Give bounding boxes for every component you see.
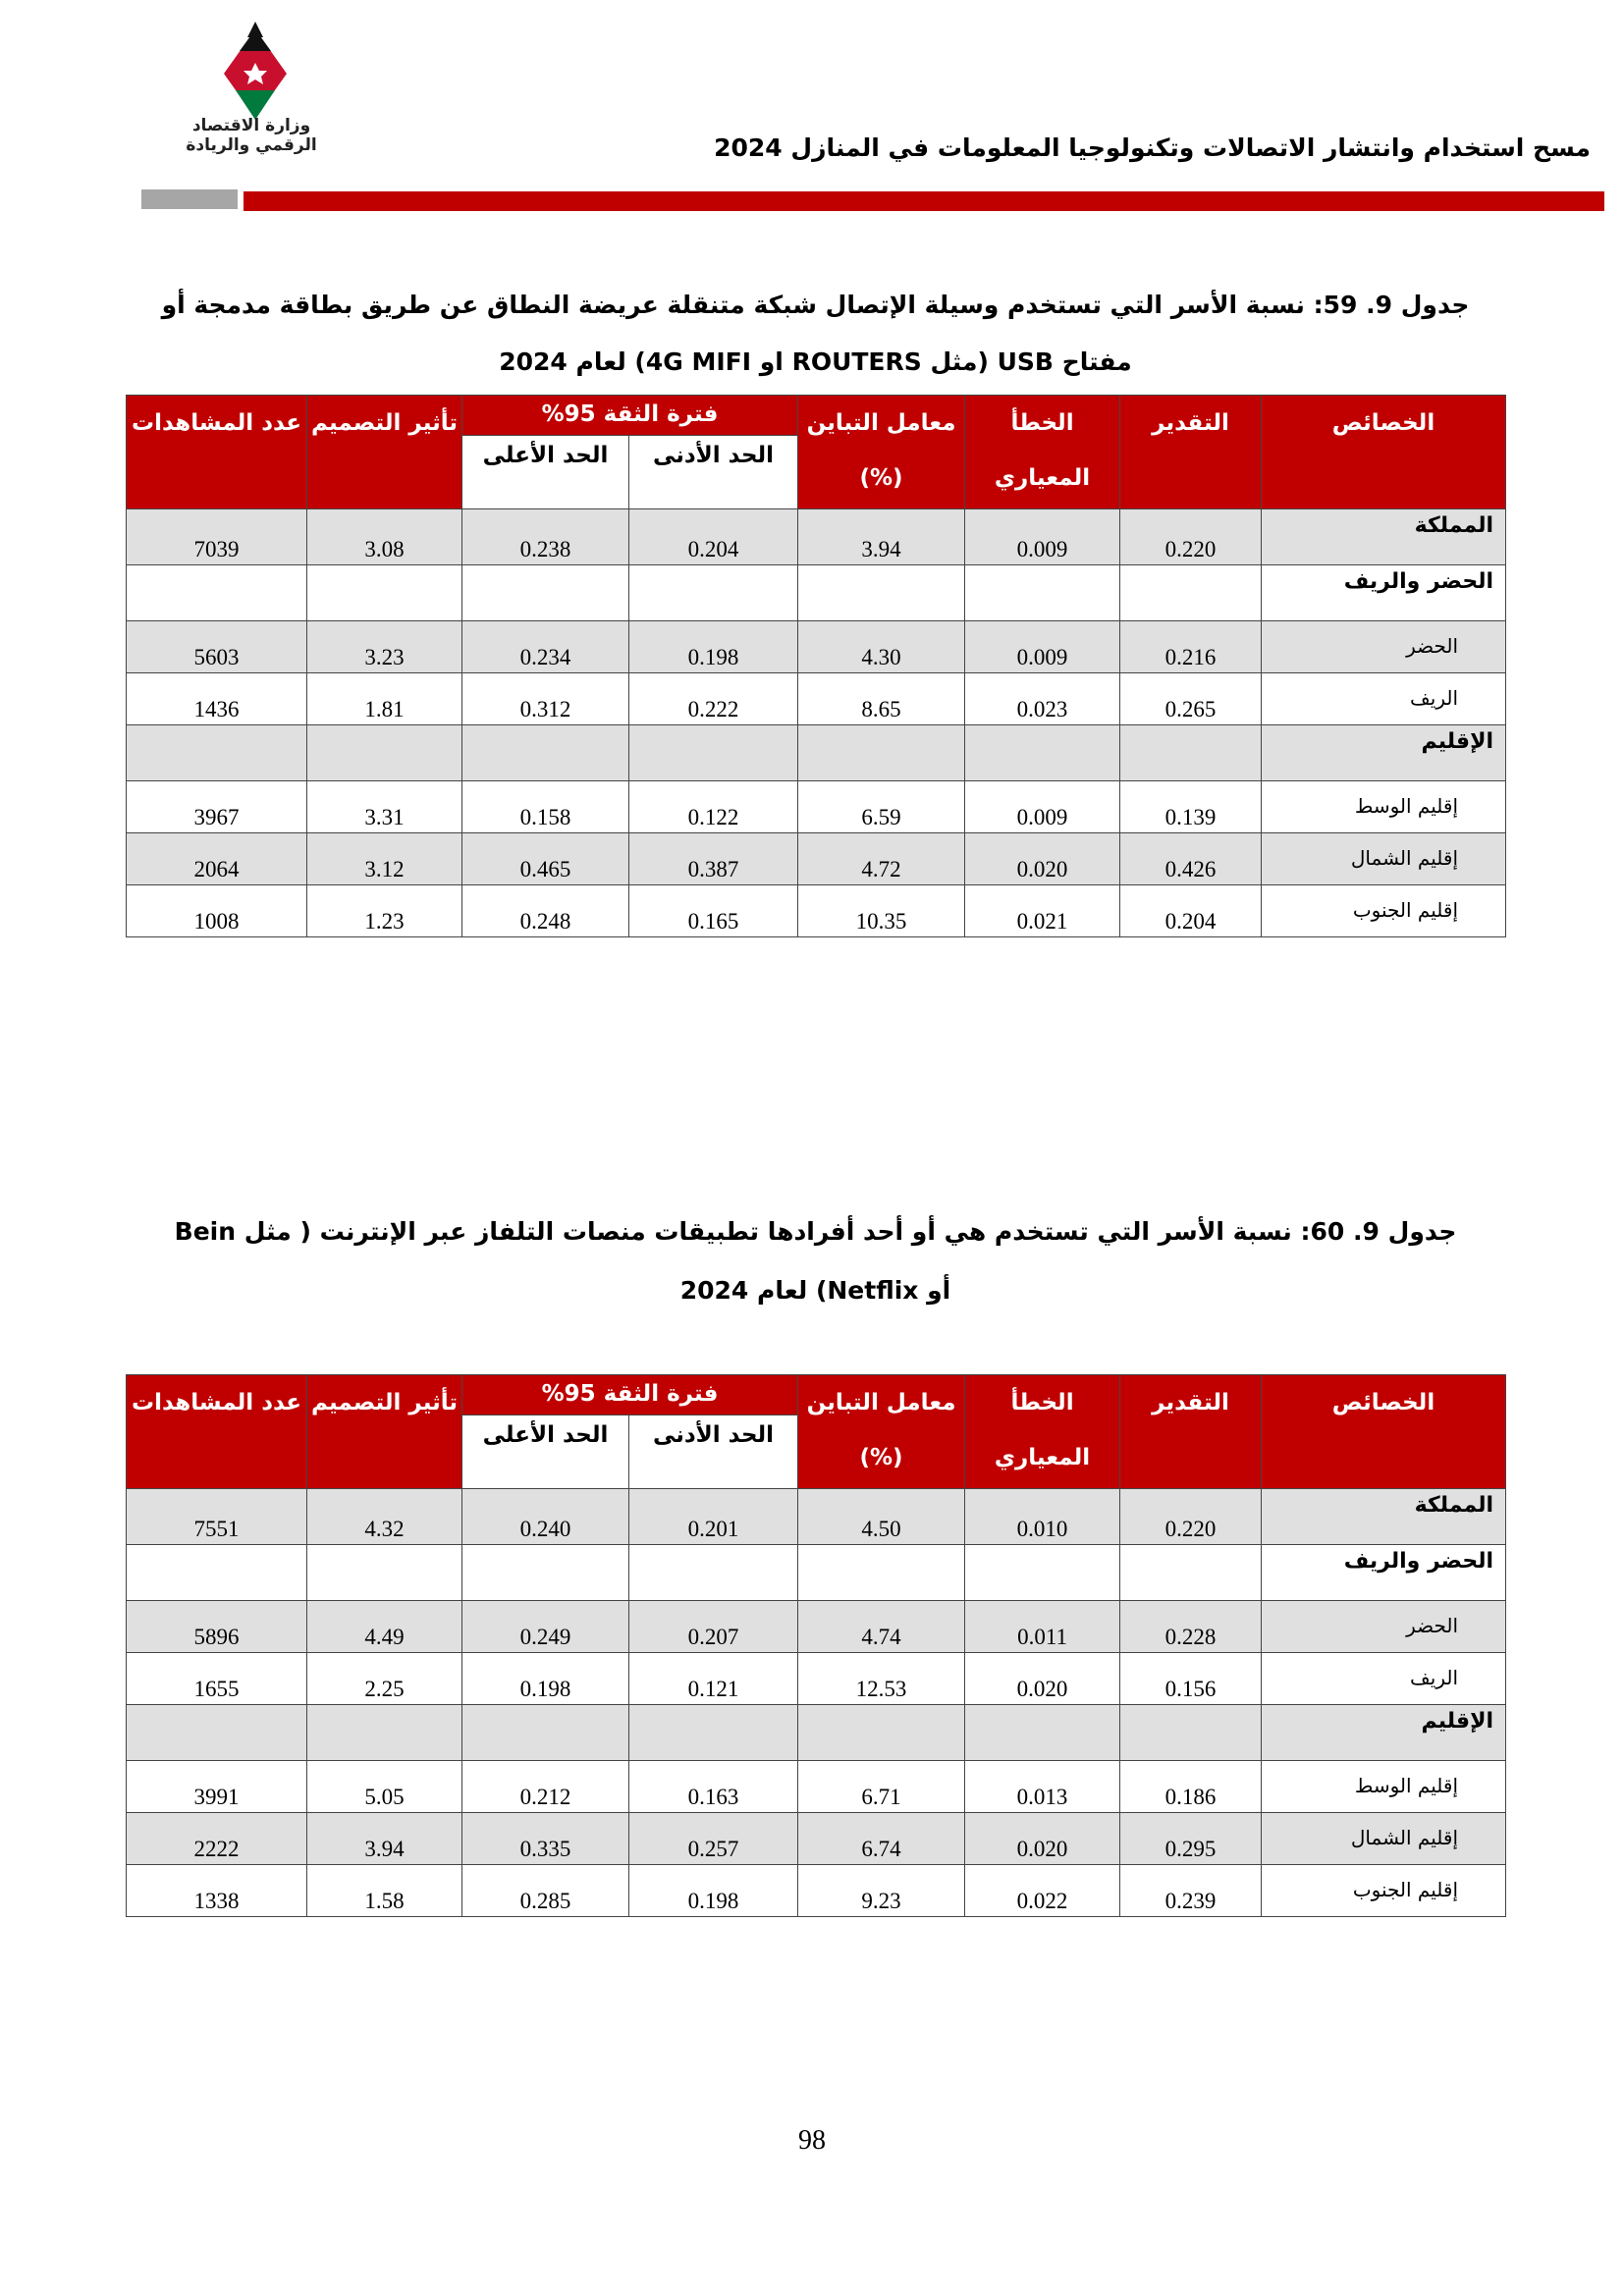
table-cell: 0.122 [629, 781, 798, 833]
table-cell: 0.163 [629, 1761, 798, 1813]
logo-line-2: الرقمي والريادة [186, 135, 317, 155]
table-cell [462, 1705, 629, 1761]
table-cell: 4.50 [798, 1489, 965, 1545]
column-header-estimate: التقدير [1120, 1375, 1262, 1489]
table-cell: 4.72 [798, 833, 965, 885]
table-cell: 0.204 [629, 509, 798, 565]
table-cell [462, 725, 629, 781]
table-cell: 0.156 [1120, 1653, 1262, 1705]
table-cell: 0.222 [629, 673, 798, 725]
column-header-design-effect: تأثير التصميم [307, 396, 462, 509]
table-cell [1120, 565, 1262, 621]
table-59-caption-line-2: مفتاح USB (مثل ROUTERS او 4G MIFI) لعام 2024 [499, 347, 1132, 376]
table-cell: 0.426 [1120, 833, 1262, 885]
row-label: المملكة [1262, 509, 1506, 565]
table-cell: 0.220 [1120, 509, 1262, 565]
table-cell [629, 725, 798, 781]
table-cell [307, 725, 462, 781]
table-row [127, 1489, 1506, 1545]
table-row [127, 509, 1506, 565]
table-cell: 4.30 [798, 621, 965, 673]
table-cell [965, 565, 1120, 621]
row-label: الحضر [1262, 1601, 1506, 1653]
table-row [127, 1761, 1506, 1813]
table-cell: 0.121 [629, 1653, 798, 1705]
table-cell: 8.65 [798, 673, 965, 725]
table-row [127, 833, 1506, 885]
table-row [127, 725, 1506, 781]
table-row [127, 1653, 1506, 1705]
page-number: 98 [798, 2125, 826, 2156]
table-cell [798, 1705, 965, 1761]
table-cell: 0.011 [965, 1601, 1120, 1653]
table-cell: 7551 [127, 1489, 307, 1545]
row-label: إقليم الوسط [1262, 1761, 1506, 1813]
table-cell: 0.201 [629, 1489, 798, 1545]
table-cell: 0.020 [965, 1653, 1120, 1705]
table-row [127, 621, 1506, 673]
table-cell [798, 725, 965, 781]
table-cell [629, 1705, 798, 1761]
table-cell [1120, 1705, 1262, 1761]
table-cell: 1436 [127, 673, 307, 725]
row-label: الحضر [1262, 621, 1506, 673]
table-cell: 0.212 [462, 1761, 629, 1813]
row-label: إقليم الشمال [1262, 1813, 1506, 1865]
header-bar-red [244, 191, 1604, 211]
table-cell: 0.312 [462, 673, 629, 725]
table-row [127, 565, 1506, 621]
row-label: الريف [1262, 673, 1506, 725]
table-59 [126, 395, 1506, 937]
table-cell: 5.05 [307, 1761, 462, 1813]
table-row [127, 1601, 1506, 1653]
row-label: إقليم الوسط [1262, 781, 1506, 833]
table-cell: 0.285 [462, 1865, 629, 1917]
table-59-caption-line-1: جدول 9. 59: نسبة الأسر التي تستخدم وسيلة الإتصال شبكة متنقلة عريضة النطاق عن طريق بطاقة مدمجة أو [161, 291, 1470, 319]
table-cell: 0.265 [1120, 673, 1262, 725]
column-header-ci: فترة الثقة 95% [462, 396, 798, 436]
row-label: الإقليم [1262, 725, 1506, 781]
table-cell: 3.08 [307, 509, 462, 565]
table-cell [307, 1545, 462, 1601]
header-bar-gray [141, 189, 238, 209]
table-cell [629, 1545, 798, 1601]
table-cell: 0.186 [1120, 1761, 1262, 1813]
table-cell [127, 725, 307, 781]
table-cell [965, 1545, 1120, 1601]
row-label: الإقليم [1262, 1705, 1506, 1761]
table-60-caption-line-1: جدول 9. 60: نسبة الأسر التي تستخدم هي أو أحد أفرادها تطبيقات منصات التلفاز عبر الإنترنت ( مثل Bein [174, 1217, 1457, 1246]
row-label: إقليم الجنوب [1262, 885, 1506, 937]
table-row [127, 1545, 1506, 1601]
table-cell: 0.020 [965, 833, 1120, 885]
table-cell: 0.465 [462, 833, 629, 885]
row-label: المملكة [1262, 1489, 1506, 1545]
table-cell: 3.94 [798, 509, 965, 565]
column-header-characteristics: الخصائص [1262, 1375, 1506, 1489]
table-cell [1120, 725, 1262, 781]
table-cell: 0.238 [462, 509, 629, 565]
table-cell: 3991 [127, 1761, 307, 1813]
column-header-ci: فترة الثقة 95% [462, 1375, 798, 1415]
table-cell: 0.020 [965, 1813, 1120, 1865]
table-cell [1120, 1545, 1262, 1601]
table-cell: 6.59 [798, 781, 965, 833]
row-label: إقليم الجنوب [1262, 1865, 1506, 1917]
table-cell: 3.31 [307, 781, 462, 833]
column-header-cv: معامل التباين (%) [798, 1375, 965, 1489]
table-cell [798, 1545, 965, 1601]
table-cell [462, 565, 629, 621]
table-cell: 1008 [127, 885, 307, 937]
table-cell [127, 1705, 307, 1761]
table-cell: 1.81 [307, 673, 462, 725]
table-cell: 0.165 [629, 885, 798, 937]
table-cell: 1338 [127, 1865, 307, 1917]
table-cell: 0.234 [462, 621, 629, 673]
table-cell: 1.23 [307, 885, 462, 937]
table-cell: 0.204 [1120, 885, 1262, 937]
row-label: الحضر والريف [1262, 1545, 1506, 1601]
table-60-caption-line-2: أو Netflix) لعام 2024 [679, 1276, 951, 1305]
header-row [127, 1375, 1506, 1415]
table-cell: 4.74 [798, 1601, 965, 1653]
table-cell: 0.022 [965, 1865, 1120, 1917]
header-row [127, 396, 1506, 436]
table-cell: 4.49 [307, 1601, 462, 1653]
table-cell: 0.013 [965, 1761, 1120, 1813]
table-cell: 2222 [127, 1813, 307, 1865]
table-row [127, 1705, 1506, 1761]
table-cell: 0.257 [629, 1813, 798, 1865]
table-cell: 2.25 [307, 1653, 462, 1705]
table-cell: 0.010 [965, 1489, 1120, 1545]
table-cell: 0.249 [462, 1601, 629, 1653]
column-header-observations: عدد المشاهدات [127, 1375, 307, 1489]
row-label: الريف [1262, 1653, 1506, 1705]
table-cell: 3.23 [307, 621, 462, 673]
table-cell: 5896 [127, 1601, 307, 1653]
table-cell: 0.216 [1120, 621, 1262, 673]
table-cell: 1655 [127, 1653, 307, 1705]
table-cell [307, 1705, 462, 1761]
logo-line-1: وزارة الاقتصاد [191, 116, 311, 135]
document-title: مسح استخدام وانتشار الاتصالات وتكنولوجيا المعلومات في المنازل 2024 [714, 133, 1591, 162]
table-cell: 0.248 [462, 885, 629, 937]
table-cell [798, 565, 965, 621]
table-cell: 4.32 [307, 1489, 462, 1545]
table-cell: 2064 [127, 833, 307, 885]
table-cell: 0.158 [462, 781, 629, 833]
table-cell [127, 1545, 307, 1601]
table-cell [127, 565, 307, 621]
column-header-observations: عدد المشاهدات [127, 396, 307, 509]
table-cell: 12.53 [798, 1653, 965, 1705]
table-cell: 5603 [127, 621, 307, 673]
table-cell: 6.74 [798, 1813, 965, 1865]
table-row [127, 673, 1506, 725]
column-header-ci-upper: الحد الأعلى [462, 1415, 629, 1489]
table-cell: 0.023 [965, 673, 1120, 725]
column-header-characteristics: الخصائص [1262, 396, 1506, 509]
table-cell [462, 1545, 629, 1601]
table-cell: 0.009 [965, 781, 1120, 833]
column-header-design-effect: تأثير التصميم [307, 1375, 462, 1489]
table-cell: 0.021 [965, 885, 1120, 937]
table-cell: 0.228 [1120, 1601, 1262, 1653]
table-cell: 0.335 [462, 1813, 629, 1865]
table-cell [307, 565, 462, 621]
column-header-ci-lower: الحد الأدنى [629, 436, 798, 509]
row-label: الحضر والريف [1262, 565, 1506, 621]
table-cell: 9.23 [798, 1865, 965, 1917]
table-cell: 0.198 [629, 621, 798, 673]
column-header-estimate: التقدير [1120, 396, 1262, 509]
table-cell: 0.139 [1120, 781, 1262, 833]
table-cell: 0.009 [965, 509, 1120, 565]
table-cell [965, 1705, 1120, 1761]
table-row [127, 1865, 1506, 1917]
table-cell: 10.35 [798, 885, 965, 937]
table-cell: 0.239 [1120, 1865, 1262, 1917]
table-cell: 6.71 [798, 1761, 965, 1813]
table-cell: 3.94 [307, 1813, 462, 1865]
table-row [127, 1813, 1506, 1865]
table-cell: 0.220 [1120, 1489, 1262, 1545]
table-cell [965, 725, 1120, 781]
table-cell: 3.12 [307, 833, 462, 885]
table-cell: 0.198 [462, 1653, 629, 1705]
column-header-ci-upper: الحد الأعلى [462, 436, 629, 509]
column-header-ci-lower: الحد الأدنى [629, 1415, 798, 1489]
table-cell: 0.207 [629, 1601, 798, 1653]
table-cell: 0.387 [629, 833, 798, 885]
column-header-std-error: الخطأ المعياري [965, 1375, 1120, 1489]
table-cell: 0.295 [1120, 1813, 1262, 1865]
column-header-cv: معامل التباين (%) [798, 396, 965, 509]
column-header-std-error: الخطأ المعياري [965, 396, 1120, 509]
table-row [127, 781, 1506, 833]
table-cell [629, 565, 798, 621]
logo-text [183, 116, 320, 155]
table-cell: 3967 [127, 781, 307, 833]
table-cell: 0.240 [462, 1489, 629, 1545]
table-cell: 0.009 [965, 621, 1120, 673]
row-label: إقليم الشمال [1262, 833, 1506, 885]
table-cell: 1.58 [307, 1865, 462, 1917]
table-row [127, 885, 1506, 937]
table-60 [126, 1374, 1506, 1917]
table-cell: 7039 [127, 509, 307, 565]
table-cell: 0.198 [629, 1865, 798, 1917]
